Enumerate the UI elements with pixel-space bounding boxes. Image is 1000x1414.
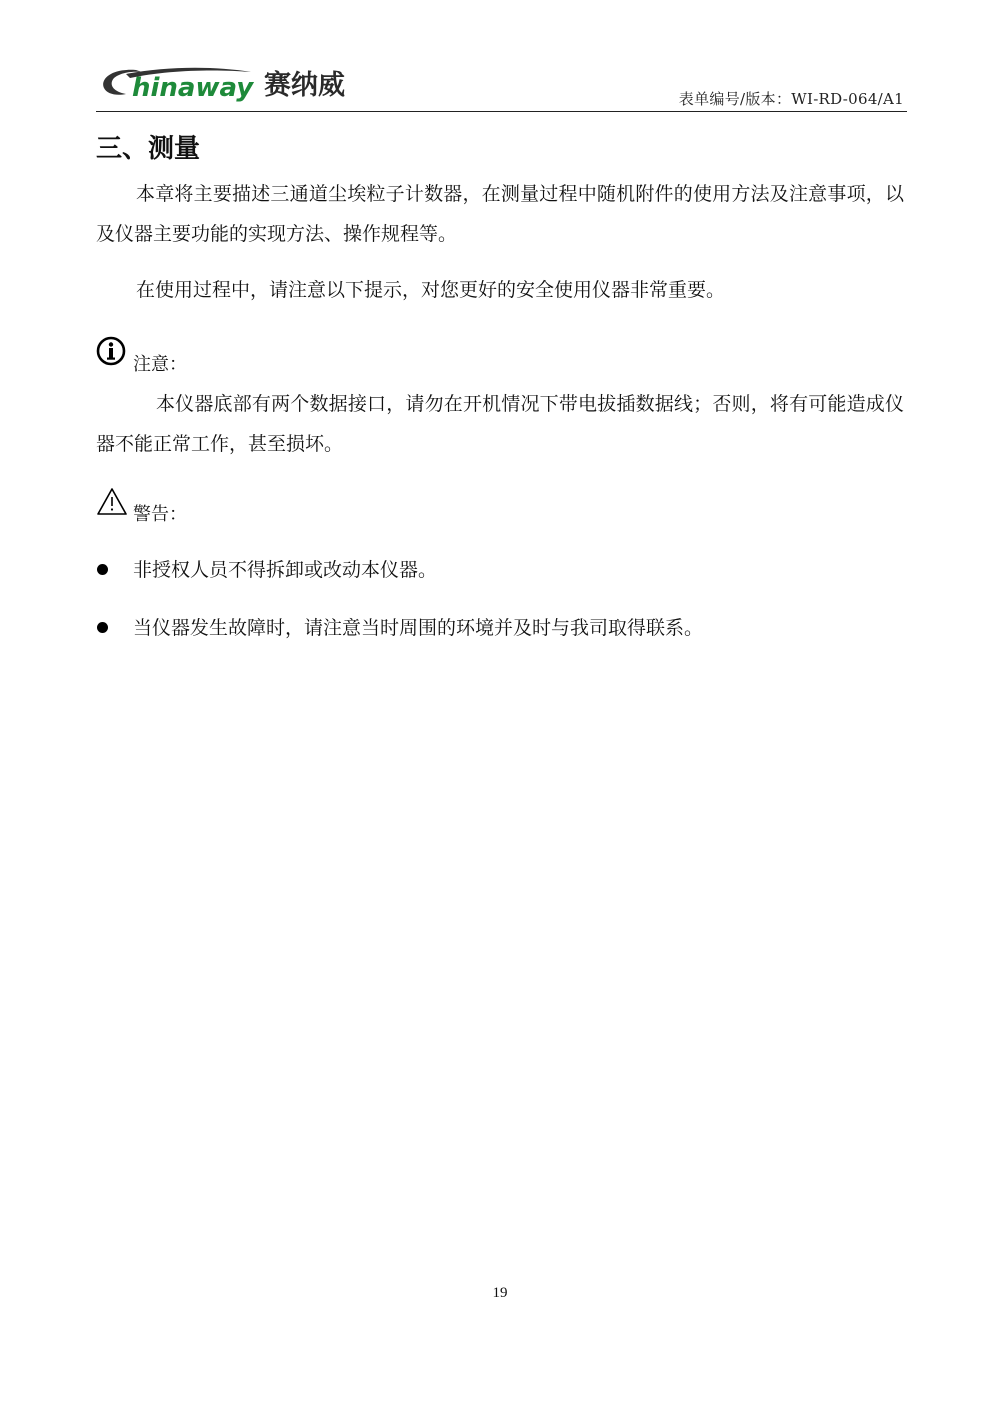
header-divider (96, 111, 907, 112)
list-item-text: 非授权人员不得拆卸或改动本仪器。 (133, 559, 438, 581)
list-item (96, 608, 904, 666)
bullet-icon (97, 622, 108, 633)
note-paragraph: 本仪器底部有两个数据接口，请勿在开机情况下带电拔插数据线；否则，将有可能造成仪器不能正常工作，甚至损坏。 (96, 393, 904, 455)
logo-latin-text: hinaway (132, 73, 254, 103)
page-number: 19 (492, 1285, 508, 1301)
list-item-text: 当仪器发生故障时，请注意当时周围的环境并及时与我司取得联系。 (133, 617, 704, 639)
note-label: 注意： (133, 354, 187, 375)
reminder-paragraph: 在使用过程中，请注意以下提示，对您更好的安全使用仪器非常重要。 (136, 279, 726, 301)
form-number: 表单编号/版本：WI-RD-064/A1 (678, 90, 904, 108)
list-item (96, 550, 904, 608)
logo-chinese-text: 赛纳威 (264, 70, 345, 101)
section-title: 三、测量 (96, 134, 201, 164)
info-circle-icon (96, 336, 128, 368)
company-logo (96, 58, 396, 108)
warning-triangle-icon (96, 486, 128, 518)
intro-paragraph: 本章将主要描述三通道尘埃粒子计数器，在测量过程中随机附件的使用方法及注意事项，以及仪器主要功能的实现方法、操作规程等。 (96, 183, 904, 245)
warning-list (96, 550, 904, 666)
bullet-icon (97, 564, 108, 575)
warning-label: 警告： (133, 504, 187, 525)
